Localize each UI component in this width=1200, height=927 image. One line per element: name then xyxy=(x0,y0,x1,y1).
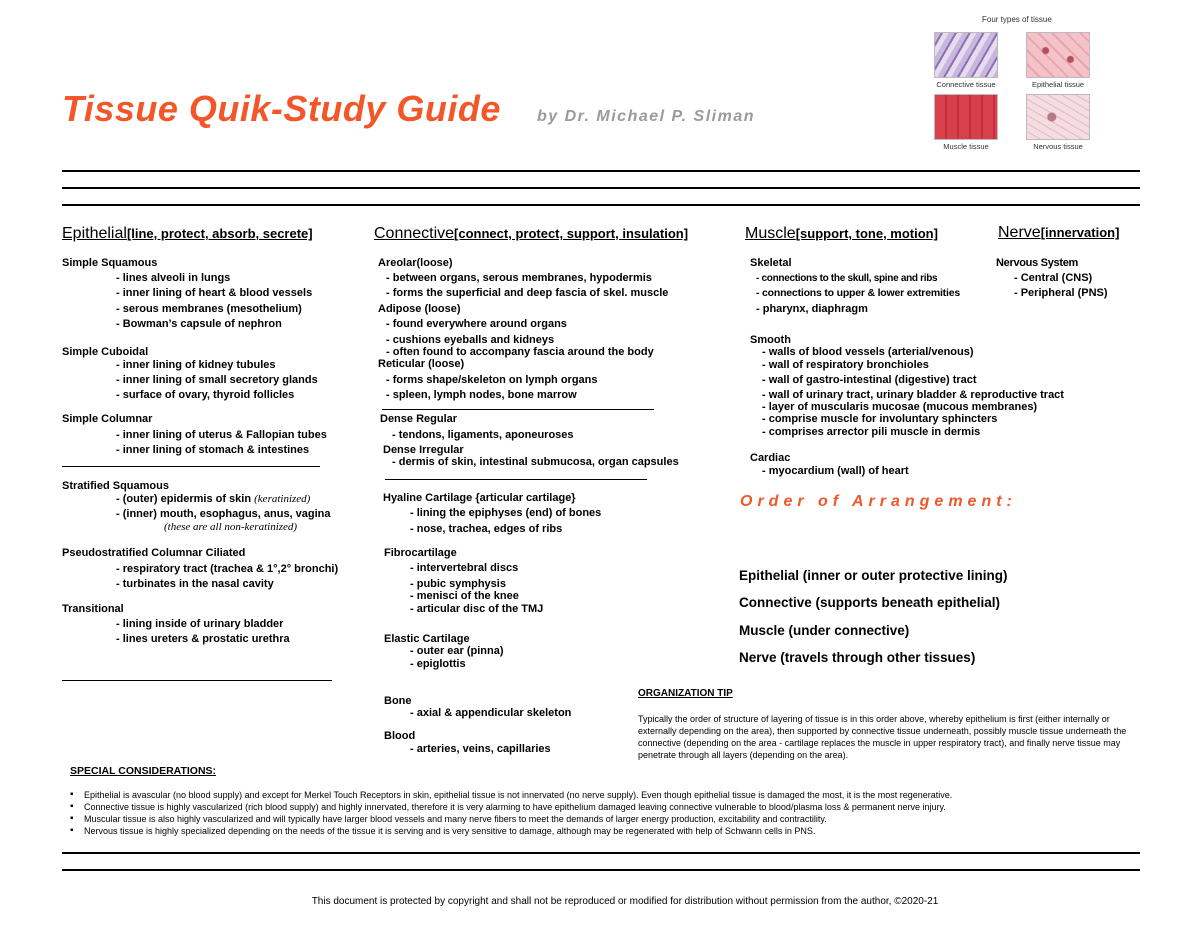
heading-muscle: Muscle[support, tone, motion] xyxy=(745,225,938,242)
list-item: - cushions eyeballs and kidneys xyxy=(386,334,555,346)
list-item: - serous membranes (mesothelium) xyxy=(116,303,302,315)
list-item: - dermis of skin, intestinal submucosa, organ capsules xyxy=(392,456,679,468)
header-rule-2 xyxy=(62,187,1140,189)
list-item: - found everywhere around organs xyxy=(386,318,567,330)
divider xyxy=(62,466,320,467)
transitional-title: Transitional xyxy=(62,603,124,615)
list-item: - between organs, serous membranes, hypodermis xyxy=(386,272,652,284)
list-item: - walls of blood vessels (arterial/venous) xyxy=(762,346,974,358)
list-item: - connections to upper & lower extremities xyxy=(756,287,960,299)
list-item: - Peripheral (PNS) xyxy=(1014,287,1108,299)
order-item: Muscle (under connective) xyxy=(739,623,910,638)
muscle-tissue-image xyxy=(934,94,998,140)
header-rule-1 xyxy=(62,170,1140,172)
copyright-footer: This document is protected by copyright and shall not be reproduced or modified for distribution without permission from the author, ©2020-21 xyxy=(311,896,939,907)
header-rule-3 xyxy=(62,204,1140,206)
special-considerations-title: SPECIAL CONSIDERATIONS: xyxy=(70,765,217,777)
organization-tip-text: Typically the order of structure of layering of tissue is in this order above, whereby epithelium is first (either internally or externally depending on the area), then supported by connective tissue underneath, possibly muscle tissue underneath the connective (depending on the area - cartilage replaces the muscle in upper respiratory tract), and finally nerve tissue may penetrate through all layers (depending on the area). xyxy=(638,714,1127,760)
list-item: - spleen, lymph nodes, bone marrow xyxy=(386,389,577,401)
simple-columnar-title: Simple Columnar xyxy=(62,413,153,425)
list-item: - (inner) mouth, esophagus, anus, vagina xyxy=(116,508,331,520)
adipose-title: Adipose (loose) xyxy=(378,303,461,315)
list-item: - comprises arrector pili muscle in dermis xyxy=(762,426,981,438)
list-item: - inner lining of stomach & intestines xyxy=(116,444,310,456)
list-item: - inner lining of kidney tubules xyxy=(116,359,276,371)
tissue-types-figure xyxy=(928,12,1112,156)
dense-regular-title: Dense Regular xyxy=(380,413,458,425)
list-item: - inner lining of small secretory glands xyxy=(116,374,318,386)
smooth-title: Smooth xyxy=(750,334,791,346)
organization-tip-title: ORGANIZATION TIP xyxy=(638,688,733,699)
divider xyxy=(385,479,647,480)
list-item: - lining inside of urinary bladder xyxy=(116,618,284,630)
order-item: Nerve (travels through other tissues) xyxy=(739,650,976,665)
nervous-system-title: Nervous System xyxy=(996,257,1079,269)
author-byline: by Dr. Michael P. Sliman xyxy=(537,108,755,125)
order-title: Order of Arrangement: xyxy=(740,493,1017,510)
list-item: - lines alveoli in lungs xyxy=(116,272,231,284)
bullet-item: ▪ Connective tissue is highly vascularized (rich blood supply) and highly innervated, therefore it is very alarming to have epithelium damaged leaving connective vulnerable to blood/plasma loss & permanent nerve injury. xyxy=(84,802,946,812)
bullet-item: ▪ Nervous tissue is highly specialized depending on the needs of the tissue it is serving and is very sensitive to damage, although may be regenerated with help of Schwann cells in PNS. xyxy=(84,826,815,836)
epithelial-tissue-image xyxy=(1026,32,1090,78)
list-item: - menisci of the knee xyxy=(410,590,519,602)
order-item: Connective (supports beneath epithelial) xyxy=(739,595,1001,610)
simple-cuboidal-title: Simple Cuboidal xyxy=(62,346,149,358)
page-title: Tissue Quik-Study Guide xyxy=(62,88,501,129)
bullet-item: ▪ Epithelial is avascular (no blood supply) and except for Merkel Touch Receptors in skin, epithelial tissue is not innervated (no nerve supply). Even though epithelial tissue is damaged the most, it is the most regenerative. xyxy=(84,790,952,800)
list-item: - connections to the skull, spine and ribs xyxy=(756,273,938,284)
list-item: - nose, trachea, edges of ribs xyxy=(410,523,563,535)
divider xyxy=(62,680,332,681)
list-item: - forms shape/skeleton on lymph organs xyxy=(386,374,598,386)
list-item: - wall of gastro-intestinal (digestive) tract xyxy=(762,374,977,386)
list-item: - articular disc of the TMJ xyxy=(410,603,544,615)
list-item: - pharynx, diaphragm xyxy=(756,303,868,315)
list-item: - lines ureters & prostatic urethra xyxy=(116,633,290,645)
dense-irregular-title: Dense Irregular xyxy=(383,444,464,456)
list-item: - pubic symphysis xyxy=(410,578,506,590)
divider xyxy=(382,409,654,410)
heading-nerve: Nerve[innervation] xyxy=(998,224,1120,241)
label-nervous: Nervous tissue xyxy=(1033,142,1083,151)
list-item: - intervertebral discs xyxy=(410,562,519,574)
nervous-tissue-image xyxy=(1026,94,1090,140)
list-item: - tendons, ligaments, aponeuroses xyxy=(392,429,574,441)
cardiac-title: Cardiac xyxy=(750,452,791,464)
list-item: - Bowman’s capsule of nephron xyxy=(116,318,282,330)
list-item: - wall of respiratory bronchioles xyxy=(762,359,929,371)
list-item: - myocardium (wall) of heart xyxy=(762,465,909,477)
list-item: - outer ear (pinna) xyxy=(410,645,504,657)
reticular-title: Reticular (loose) xyxy=(378,358,465,370)
simple-squamous-title: Simple Squamous xyxy=(62,257,158,269)
figure-caption: Four types of tissue xyxy=(982,15,1052,24)
list-item: - epiglottis xyxy=(410,658,466,670)
list-item: - arteries, veins, capillaries xyxy=(410,743,551,755)
list-item: - forms the superficial and deep fascia of skel. muscle xyxy=(386,287,669,299)
blood-title: Blood xyxy=(384,730,416,742)
order-item: Epithelial (inner or outer protective lining) xyxy=(739,568,1008,583)
elastic-cartilage-title: Elastic Cartilage xyxy=(384,633,470,645)
list-item: - axial & appendicular skeleton xyxy=(410,707,572,719)
heading-connective: Connective[connect, protect, support, insulation] xyxy=(374,225,689,242)
list-item: - turbinates in the nasal cavity xyxy=(116,578,274,590)
label-epithelial: Epithelial tissue xyxy=(1031,80,1085,89)
fibrocartilage-title: Fibrocartilage xyxy=(384,547,457,559)
connective-tissue-image xyxy=(934,32,998,78)
list-item: - lining the epiphyses (end) of bones xyxy=(410,507,602,519)
footer-rule-2 xyxy=(62,869,1140,871)
bullet-item: ▪ Muscular tissue is also highly vascularized and will typically have larger blood vessels and many nerve fibers to meet the demands of larger energy production, excitability and contractility. xyxy=(84,814,827,824)
label-connective: Connective tissue xyxy=(936,80,996,89)
list-item: - (outer) epidermis of skin (keratinized) xyxy=(116,493,311,505)
label-muscle: Muscle tissue xyxy=(943,142,989,151)
list-item: - inner lining of uterus & Fallopian tubes xyxy=(116,429,327,441)
skeletal-title: Skeletal xyxy=(750,257,792,269)
list-item: - layer of muscularis mucosae (mucous membranes) xyxy=(762,401,1038,413)
list-item: - wall of urinary tract, urinary bladder & reproductive tract xyxy=(762,389,1064,401)
footer-rule-1 xyxy=(62,852,1140,854)
list-item: - comprise muscle for involuntary sphincters xyxy=(762,413,998,425)
list-item: - inner lining of heart & blood vessels xyxy=(116,287,313,299)
areolar-title: Areolar(loose) xyxy=(378,257,453,269)
stratified-squamous-title: Stratified Squamous xyxy=(62,480,169,492)
pseudostratified-title: Pseudostratified Columnar Ciliated xyxy=(62,547,246,559)
heading-epithelial: Epithelial[line, protect, absorb, secrete] xyxy=(62,225,313,242)
list-item: - respiratory tract (trachea & 1°,2° bronchi) xyxy=(116,563,339,575)
list-item: - Central (CNS) xyxy=(1014,272,1093,284)
list-item: - often found to accompany fascia around the body xyxy=(386,346,654,358)
list-item: - surface of ovary, thyroid follicles xyxy=(116,389,295,401)
bone-title: Bone xyxy=(384,695,412,707)
hyaline-title: Hyaline Cartilage {articular cartilage} xyxy=(383,492,576,504)
list-note: (these are all non-keratinized) xyxy=(164,521,298,533)
